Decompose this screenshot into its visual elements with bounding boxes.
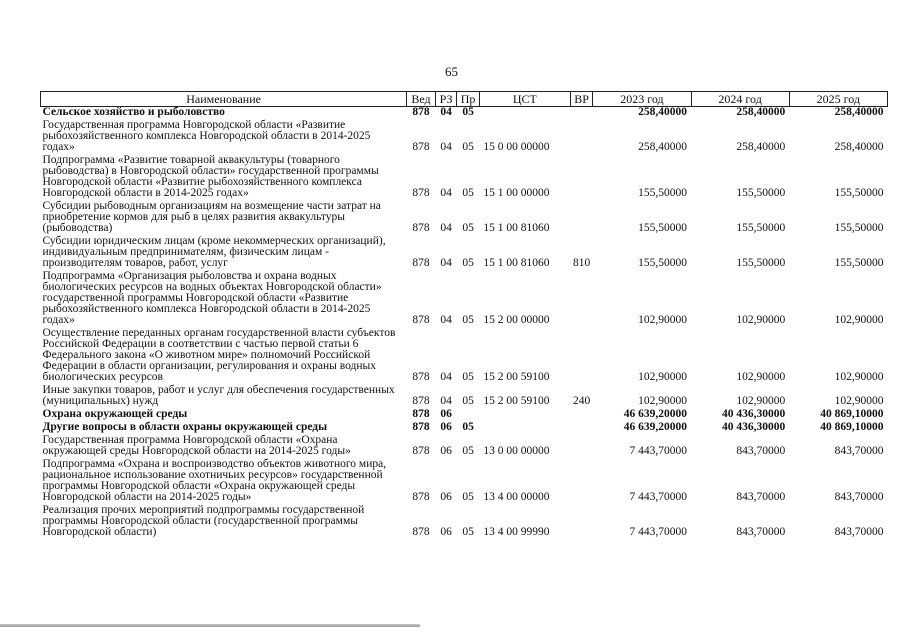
row-pr: 05 (462, 395, 474, 407)
row-vr (570, 155, 593, 201)
row-rz: 04 (440, 141, 452, 153)
row-name: Субсидии юридическим лицам (кроме некоммерческих организаций), индивидуальным предпринимателям, физическим лицам - производителям товаров, работ, услуг (42, 235, 386, 269)
row-ved: 878 (412, 257, 430, 269)
row-2025: 258,40000 (834, 106, 884, 118)
row-vr (570, 505, 593, 540)
row-2023: 258,40000 (638, 106, 688, 118)
table-header-row (41, 92, 888, 107)
row-cst: 15 2 00 59100 (483, 395, 550, 407)
row-2025: 102,90000 (834, 371, 884, 383)
row-name: Государственная программа Новгородской области «Охрана окружающей среды Новгородской области на 2014-2025 годы» (42, 434, 351, 457)
table-row (41, 236, 888, 271)
header-ved: Вед (407, 92, 436, 107)
row-name: Подпрограмма «Охрана и воспроизводство объектов животного мира, рациональное использование охотничьих ресурсов» государственной программы Новгородской области «Охрана окружающей среды Новгородской области на 2014-2025 годы» (42, 458, 387, 503)
row-cst: 15 1 00 00000 (483, 187, 550, 199)
row-rz: 04 (440, 371, 452, 383)
budget-table (40, 91, 888, 540)
row-2024: 258,40000 (736, 106, 786, 118)
row-2025: 102,90000 (834, 395, 884, 407)
row-pr: 05 (462, 314, 474, 326)
table-row (41, 155, 888, 201)
row-2025: 40 869,10000 (820, 421, 884, 433)
row-name: Охрана окружающей среды (42, 408, 188, 420)
header-2024: 2024 год (691, 92, 789, 107)
row-ved: 878 (412, 491, 430, 503)
row-2023: 7 443,70000 (629, 491, 688, 503)
row-rz: 06 (440, 445, 452, 457)
row-ved: 878 (412, 187, 430, 199)
header-rz: РЗ (435, 92, 456, 107)
row-vr (570, 201, 593, 236)
row-2024: 102,90000 (736, 314, 786, 326)
row-rz: 04 (440, 106, 452, 118)
row-ved: 878 (412, 408, 430, 420)
row-2024: 102,90000 (736, 395, 786, 407)
row-rz: 04 (440, 257, 452, 269)
row-2024: 40 436,30000 (721, 408, 786, 420)
table-body (41, 107, 888, 541)
row-2024: 40 436,30000 (721, 421, 786, 433)
row-vr (570, 120, 593, 155)
row-pr: 05 (462, 257, 474, 269)
row-2023: 46 639,20000 (623, 408, 688, 420)
header-2023: 2023 год (593, 92, 691, 107)
row-ved: 878 (412, 314, 430, 326)
row-2024: 155,50000 (736, 257, 786, 269)
row-2023: 7 443,70000 (629, 526, 688, 538)
row-pr: 05 (462, 222, 474, 234)
table-row (41, 271, 888, 328)
header-pr: Пр (457, 92, 480, 107)
page-number: 65 (445, 64, 458, 79)
header-cst: ЦСТ (479, 92, 570, 107)
row-vr (570, 328, 593, 385)
row-cst: 15 0 00 00000 (483, 141, 550, 153)
row-2025: 155,50000 (834, 257, 884, 269)
row-name: Осуществление переданных органам государственной власти субъектов Российской Федерации в соответствии с частью первой статьи 6 Федерального закона «О животном мире» полномочий Российской Федерации в области организации, регулирования и охраны водных биологических ресурсов (42, 327, 396, 383)
row-2024: 843,70000 (736, 445, 786, 457)
row-ved: 878 (412, 371, 430, 383)
row-2024: 155,50000 (736, 187, 786, 199)
row-2024: 155,50000 (736, 222, 786, 234)
table-row (41, 201, 888, 236)
row-ved: 878 (412, 222, 430, 234)
row-name: Субсидии рыбоводным организациям на возмещение части затрат на приобретение кормов для рыб в целях развития аквакультуры (рыбоводства) (42, 200, 381, 234)
row-2025: 843,70000 (834, 491, 884, 503)
row-vr (570, 107, 593, 121)
row-vr (570, 422, 593, 435)
row-2023: 155,50000 (638, 222, 688, 234)
table-row (41, 505, 888, 540)
row-2023: 7 443,70000 (629, 445, 688, 457)
row-cst (479, 107, 570, 121)
row-pr: 05 (462, 141, 474, 153)
row-ved: 878 (412, 445, 430, 457)
row-name: Подпрограмма «Организация рыболовства и охрана водных биологических ресурсов на водных объектах Новгородской области» государственной программы Новгородской области «Развитие рыбохозяйственного комплекса Новгородской области в 2014-2025 годах» (42, 270, 382, 326)
row-pr: 05 (462, 445, 474, 457)
row-2024: 843,70000 (736, 526, 786, 538)
row-cst: 13 4 00 99990 (483, 526, 550, 538)
row-rz: 06 (440, 421, 452, 433)
row-ved: 878 (412, 141, 430, 153)
row-pr: 05 (462, 421, 474, 433)
row-ved: 878 (412, 526, 430, 538)
row-2025: 843,70000 (834, 526, 884, 538)
table-row (41, 107, 888, 121)
row-name: Сельское хозяйство и рыболовство (42, 106, 225, 118)
row-2025: 155,50000 (834, 222, 884, 234)
header-2025: 2025 год (789, 92, 887, 107)
row-cst: 13 0 00 00000 (483, 445, 550, 457)
row-2023: 102,90000 (638, 395, 688, 407)
table-row (41, 435, 888, 459)
row-2025: 155,50000 (834, 187, 884, 199)
row-name: Иные закупки товаров, работ и услуг для обеспечения государственных (муниципальных) нужд (42, 384, 395, 407)
row-2023: 102,90000 (638, 314, 688, 326)
row-ved: 878 (412, 106, 430, 118)
row-cst (479, 422, 570, 435)
row-rz: 06 (440, 491, 452, 503)
row-rz: 06 (440, 526, 452, 538)
row-2023: 46 639,20000 (623, 421, 688, 433)
row-2024: 258,40000 (736, 141, 786, 153)
row-pr: 05 (462, 491, 474, 503)
header-name: Наименование (41, 92, 407, 107)
row-name: Реализация прочих мероприятий подпрограммы государственной программы Новгородской области (государственной программы Новгородской области) (42, 504, 365, 538)
row-pr: 05 (462, 371, 474, 383)
row-rz: 04 (440, 187, 452, 199)
row-2025: 40 869,10000 (820, 408, 884, 420)
row-rz: 04 (440, 314, 452, 326)
header-vr: ВР (570, 92, 593, 107)
scan-edge-shadow (0, 624, 420, 627)
table-row (41, 328, 888, 385)
row-cst (479, 409, 570, 422)
row-2023: 155,50000 (638, 257, 688, 269)
row-rz: 06 (440, 408, 452, 420)
row-2023: 258,40000 (638, 141, 688, 153)
row-vr: 810 (572, 257, 591, 269)
row-vr (570, 435, 593, 459)
row-2023: 102,90000 (638, 371, 688, 383)
row-vr (570, 271, 593, 328)
table-row (41, 385, 888, 409)
row-name: Другие вопросы в области охраны окружающей среды (42, 421, 328, 433)
row-pr: 05 (462, 526, 474, 538)
row-rz: 04 (440, 222, 452, 234)
row-2025: 843,70000 (834, 445, 884, 457)
row-cst: 13 4 00 00000 (483, 491, 550, 503)
row-2025: 258,40000 (834, 141, 884, 153)
row-vr (570, 409, 593, 422)
row-pr: 05 (462, 106, 474, 118)
row-pr: 05 (462, 187, 474, 199)
table-row (41, 120, 888, 155)
row-cst: 15 2 00 00000 (483, 314, 550, 326)
row-name: Подпрограмма «Развитие товарной аквакультуры (товарного рыбоводства) в Новгородской области» государственной программы Новгородской области «Развитие рыбохозяйственного комплекса Новгородской области в 2014-2025 годах» (42, 154, 379, 199)
row-cst: 15 1 00 81060 (483, 222, 550, 234)
row-2025: 102,90000 (834, 314, 884, 326)
row-name: Государственная программа Новгородской области «Развитие рыбохозяйственного комплекса Новгородской области в 2014-2025 годах» (42, 119, 371, 153)
row-ved: 878 (412, 421, 430, 433)
row-2024: 843,70000 (736, 491, 786, 503)
row-rz: 04 (440, 395, 452, 407)
row-cst: 15 2 00 59100 (483, 371, 550, 383)
row-2024: 102,90000 (736, 371, 786, 383)
row-vr: 240 (572, 395, 591, 407)
row-2023: 155,50000 (638, 187, 688, 199)
row-vr (570, 459, 593, 505)
row-ved: 878 (412, 395, 430, 407)
row-cst: 15 1 00 81060 (483, 257, 550, 269)
table-row (41, 459, 888, 505)
